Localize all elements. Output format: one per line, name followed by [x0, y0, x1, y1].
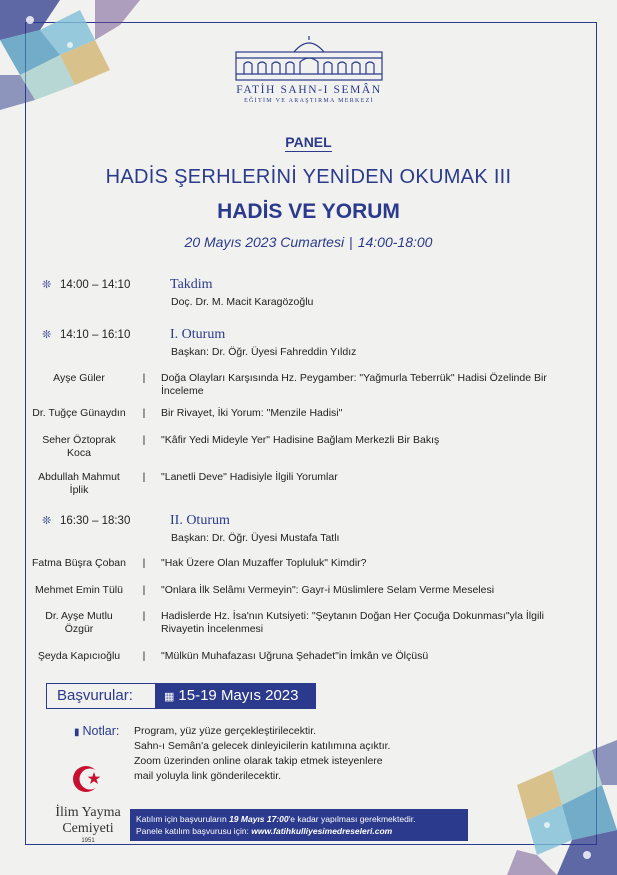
building-logo-icon: [230, 36, 388, 82]
talk-speaker: Şeyda Kapıcıoğlu: [37, 650, 121, 662]
talk-item: Dr. Ayşe Mutlu Özgür | Hadislerde Hz. İsa'nın Kutsiyeti: "Şeytanın Doğan Her Çocuğa Dokunması"yla İlgili Rivayetin İncelenmesi: [30, 610, 590, 636]
talk-item: Fatma Büşra Çoban | "Hak Üzere Olan Muzaffer Topluluk" Kimdir?: [30, 557, 590, 570]
note-line: mail yoluyla link gönderilecektir.: [134, 770, 282, 782]
session-takdim: [42, 277, 582, 308]
talk-title: "Lanetli Deve" Hadisiyle İlgili Yorumlar: [161, 471, 338, 483]
notes-lines: [134, 724, 390, 784]
panel-label: PANEL: [285, 134, 332, 150]
logo-name: FATİH SAHN-I SEMÂN: [236, 84, 382, 96]
talk-speaker: Abdullah Mahmut İplik: [38, 471, 120, 496]
applications-box: [46, 683, 316, 709]
flower-bullet-icon: ❊: [42, 515, 52, 527]
session-title: Takdim: [170, 277, 213, 292]
organizer-name: İlim Yayma Cemiyeti: [55, 805, 121, 836]
event-title: HADİS ŞERHLERİNİ YENİDEN OKUMAK III: [105, 166, 512, 188]
notes-book-icon: ▮: [74, 727, 80, 738]
talk-item: Dr. Tuğçe Günaydın | Bir Rivayet, İki Yorum: "Menzile Hadisi": [30, 407, 590, 420]
talk-title: "Onlara İlk Selâmı Vermeyin": Gayr-i Müslimlere Selam Verme Meselesi: [161, 584, 495, 596]
crescent-star-icon: [68, 762, 108, 796]
talk-title: Doğa Olayları Karşısında Hz. Peygamber: "Yağmurla Teberrük" Hadisi Özelinde Bir İnceleme: [161, 372, 547, 397]
talk-speaker: Mehmet Emin Tülü: [35, 584, 123, 596]
talk-speaker: Seher Öztoprak Koca: [42, 434, 116, 459]
event-date: 20 Mayıs 2023 Cumartesi: [184, 234, 345, 250]
info-website-line: Panele katılım başvurusu için: www.fatihkulliyesimedreseleri.com: [136, 826, 393, 836]
event-subtitle: HADİS VE YORUM: [217, 200, 400, 223]
note-line: Zoom üzerinden online olarak takip etmek isteyenlere: [134, 755, 383, 767]
applications-label: Başvurular:: [46, 683, 156, 709]
talk-speaker: Dr. Tuğçe Günaydın: [32, 407, 126, 419]
corner-ornament-bottom-right: [507, 705, 617, 875]
talk-title: "Hak Üzere Olan Muzaffer Topluluk" Kimdir?: [161, 557, 367, 569]
organizer-year: 1951: [81, 838, 95, 844]
notes-label: ▮ Notlar:: [74, 724, 120, 738]
talk-speaker: Dr. Ayşe Mutlu Özgür: [45, 610, 113, 635]
session-title: I. Oturum: [170, 327, 226, 342]
participation-info-box: [130, 809, 468, 841]
organizer-logo: [48, 762, 128, 844]
session-time: 14:00 – 14:10: [60, 279, 131, 291]
flower-bullet-icon: ❊: [42, 279, 52, 291]
calendar-icon: ▦: [164, 691, 175, 703]
talk-item: Mehmet Emin Tülü | "Onlara İlk Selâmı Vermeyin": Gayr-i Müslimlere Selam Verme Meselesi: [30, 584, 590, 597]
talk-item: Ayşe Güler | Doğa Olayları Karşısında Hz. Peygamber: "Yağmurla Teberrük" Hadisi Özelinde Bir İnceleme: [30, 372, 590, 397]
talk-speaker: Ayşe Güler: [53, 372, 105, 384]
talk-title: Bir Rivayet, İki Yorum: "Menzile Hadisi": [161, 407, 343, 419]
note-line: Program, yüz yüze gerçekleştirilecektir.: [134, 725, 317, 737]
talk-title: "Mülkün Muhafazası Uğruna Şehadet"in İmkân ve Ölçüsü: [161, 650, 429, 662]
talk-title: "Kâfir Yedi Mideyle Yer" Hadisine Bağlam Merkezli Bir Bakış: [161, 434, 440, 446]
corner-ornament-top-left: [0, 0, 140, 110]
applications-dates: ▦ 15-19 Mayıs 2023: [156, 683, 316, 709]
event-date-time: [0, 234, 617, 250]
talk-item: Şeyda Kapıcıoğlu | "Mülkün Muhafazası Uğruna Şehadet"in İmkân ve Ölçüsü: [30, 650, 590, 663]
logo-subtitle: EĞİTİM VE ARAŞTIRMA MERKEZİ: [244, 98, 374, 104]
session-time: 14:10 – 16:10: [60, 329, 131, 341]
talk-item: Abdullah Mahmut İplik | "Lanetli Deve" Hadisiyle İlgili Yorumlar: [30, 471, 590, 497]
session-chair: Başkan: Dr. Öğr. Üyesi Mustafa Tatlı: [171, 532, 340, 544]
flower-bullet-icon: ❊: [42, 329, 52, 341]
session-2-oturum: [42, 513, 582, 544]
website-link[interactable]: www.fatihkulliyesimedreseleri.com: [251, 826, 393, 836]
talk-speaker: Fatma Büşra Çoban: [32, 557, 126, 569]
session-chair: Doç. Dr. M. Macit Karagözoğlu: [171, 296, 314, 308]
fatih-sahn-logo: [228, 36, 390, 116]
talk-item: Seher Öztoprak Koca | "Kâfir Yedi Mideyle Yer" Hadisine Bağlam Merkezli Bir Bakış: [30, 434, 590, 460]
date-separator: |: [349, 234, 353, 250]
note-line: Sahn-ı Semân'a gelecek dinleyicilerin katılımına açıktır.: [134, 740, 391, 752]
event-time: 14:00-18:00: [357, 234, 433, 250]
session-title: II. Oturum: [170, 513, 230, 528]
session-time: 16:30 – 18:30: [60, 515, 131, 527]
session-chair: Başkan: Dr. Öğr. Üyesi Fahreddin Yıldız: [171, 346, 357, 358]
talk-title: Hadislerde Hz. İsa'nın Kutsiyeti: "Şeytanın Doğan Her Çocuğa Dokunması"yla İlgili Rivayetin İncelenmesi: [161, 610, 544, 635]
session-1-oturum: [42, 327, 582, 358]
info-deadline-line: Katılım için başvuruların 19 Mayıs 17:00'e kadar yapılması gerekmektedir.: [136, 814, 416, 824]
